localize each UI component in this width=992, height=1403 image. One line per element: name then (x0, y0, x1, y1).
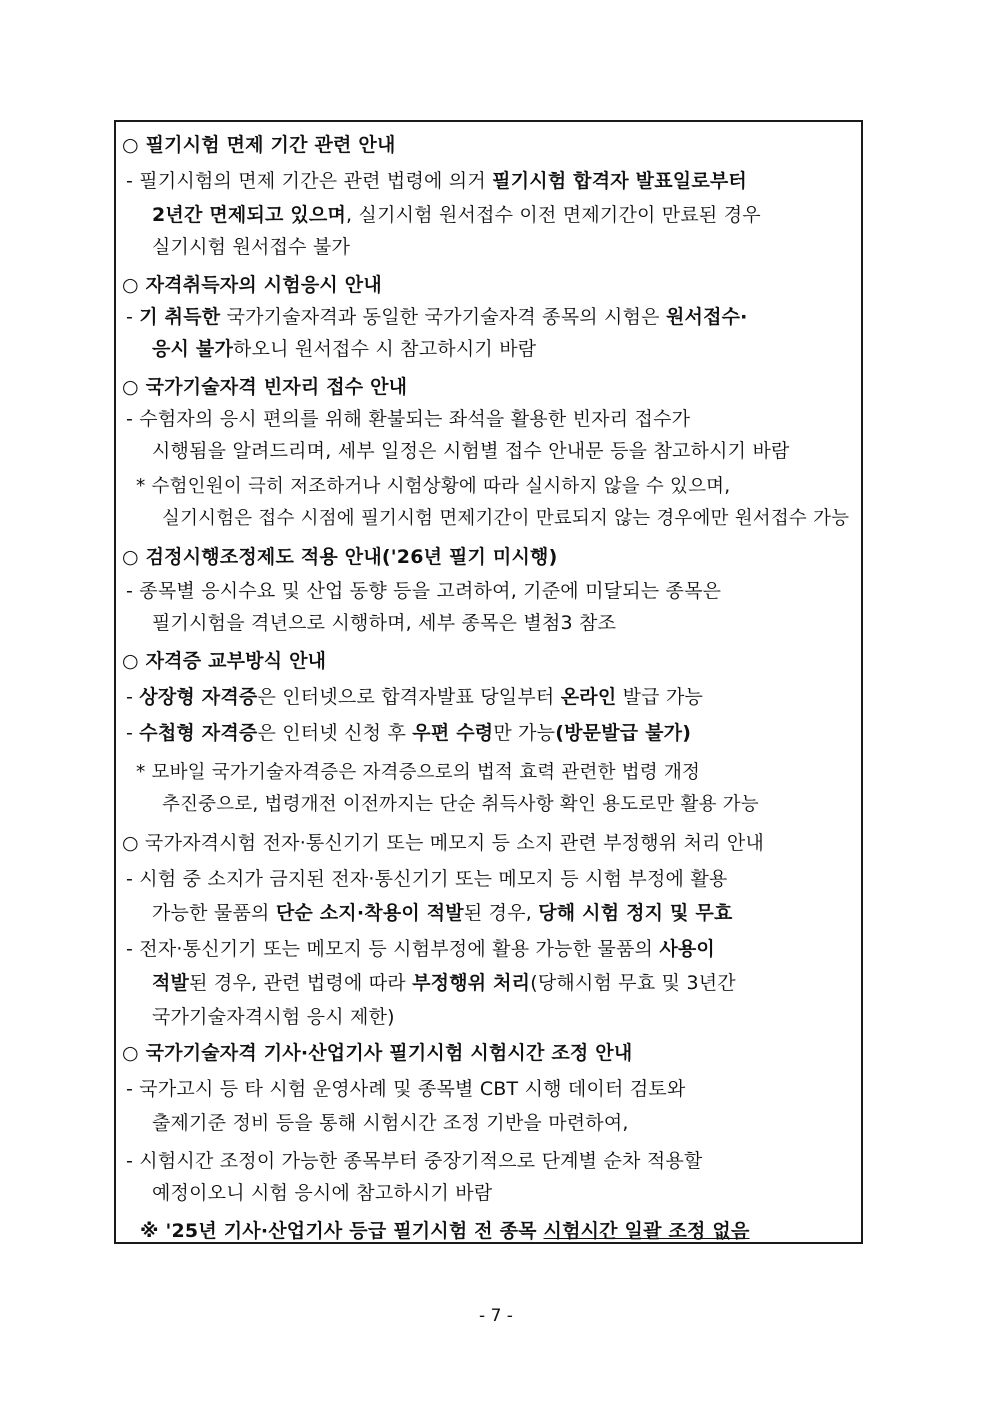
section-line: 국가기술자격시험 응시 제한) (152, 1006, 395, 1028)
section-note: * 수험인원이 극히 저조하거나 시험상황에 따라 실시하지 않을 수 있으며, (136, 476, 731, 497)
section-heading-exam-time: ○ 국가기술자격 기사·산업기사 필기시험 시험시간 조정 안내 (122, 1042, 633, 1064)
section-heading-adjustment: ○ 검정시행조정제도 적용 안내('26년 필기 미시행) (122, 546, 558, 568)
section-line: - 수험자의 응시 편의를 위해 환불되는 좌석을 활용한 빈자리 접수가 (126, 408, 691, 430)
section-note: 실기시험은 접수 시점에 필기시험 면제기간이 만료되지 않는 경우에만 원서접수 가능 (162, 508, 850, 529)
section-heading-holders: ○ 자격취득자의 시험응시 안내 (122, 274, 382, 296)
section-line: - 상장형 자격증은 인터넷으로 합격자발표 당일부터 온라인 발급 가능 (126, 686, 704, 708)
section-note: 추진중으로, 법령개전 이전까지는 단순 취득사항 확인 용도로만 활용 가능 (162, 794, 759, 815)
section-line: - 시험시간 조정이 가능한 종목부터 중장기적으로 단계별 순차 적용할 (126, 1150, 703, 1172)
section-line: - 종목별 응시수요 및 산업 동향 등을 고려하여, 기준에 미달되는 종목은 (126, 580, 722, 602)
section-line: - 수첩형 자격증은 인터넷 신청 후 우편 수령만 가능(방문발급 불가) (126, 722, 692, 744)
section-line: 예정이오니 시험 응시에 참고하시기 바람 (152, 1182, 493, 1204)
section-heading-misconduct: ○ 국가자격시험 전자·통신기기 또는 메모지 등 소지 관련 부정행위 처리 안내 (122, 832, 765, 854)
section-heading-vacancy: ○ 국가기술자격 빈자리 접수 안내 (122, 376, 408, 398)
section-line: 적발된 경우, 관련 법령에 따라 부정행위 처리(당해시험 무효 및 3년간 (152, 972, 736, 994)
section-line: 가능한 물품의 단순 소지·착용이 적발된 경우, 당해 시험 정지 및 무효 (152, 902, 733, 924)
exam-time-note: ※ '25년 기사·산업기사 등급 필기시험 전 종목 시험시간 일괄 조정 없음 (140, 1220, 750, 1242)
section-line: 출제기준 정비 등을 통해 시험시간 조정 기반을 마련하여, (152, 1112, 629, 1134)
section-line: 2년간 면제되고 있으며, 실기시험 원서접수 이전 면제기간이 만료된 경우 (152, 204, 761, 226)
section-note: * 모바일 국가기술자격증은 자격증으로의 법적 효력 관련한 법령 개정 (136, 762, 701, 783)
page-number: - 7 - (479, 1306, 513, 1326)
section-line: 시행됨을 알려드리며, 세부 일정은 시험별 접수 안내문 등을 참고하시기 바람 (152, 440, 790, 462)
section-heading-certificate: ○ 자격증 교부방식 안내 (122, 650, 327, 672)
section-line: 응시 불가하오니 원서접수 시 참고하시기 바람 (152, 338, 537, 360)
section-line: - 시험 중 소지가 금지된 전자·통신기기 또는 메모지 등 시험 부정에 활용 (126, 868, 728, 890)
section-heading-exemption: ○ 필기시험 면제 기간 관련 안내 (122, 134, 396, 156)
section-line: - 필기시험의 면제 기간은 관련 법령에 의거 필기시험 합격자 발표일로부터 (126, 170, 747, 192)
section-line: - 기 취득한 국가기술자격과 동일한 국가기술자격 종목의 시험은 원서접수· (126, 306, 748, 328)
section-line: 실기시험 원서접수 불가 (152, 236, 351, 258)
section-line: - 전자·통신기기 또는 메모지 등 시험부정에 활용 가능한 물품의 사용이 (126, 938, 715, 960)
section-line: - 국가고시 등 타 시험 운영사례 및 종목별 CBT 시행 데이터 검토와 (126, 1078, 686, 1100)
notice-box (114, 120, 863, 1244)
section-line: 필기시험을 격년으로 시행하며, 세부 종목은 별첨3 참조 (152, 612, 617, 634)
